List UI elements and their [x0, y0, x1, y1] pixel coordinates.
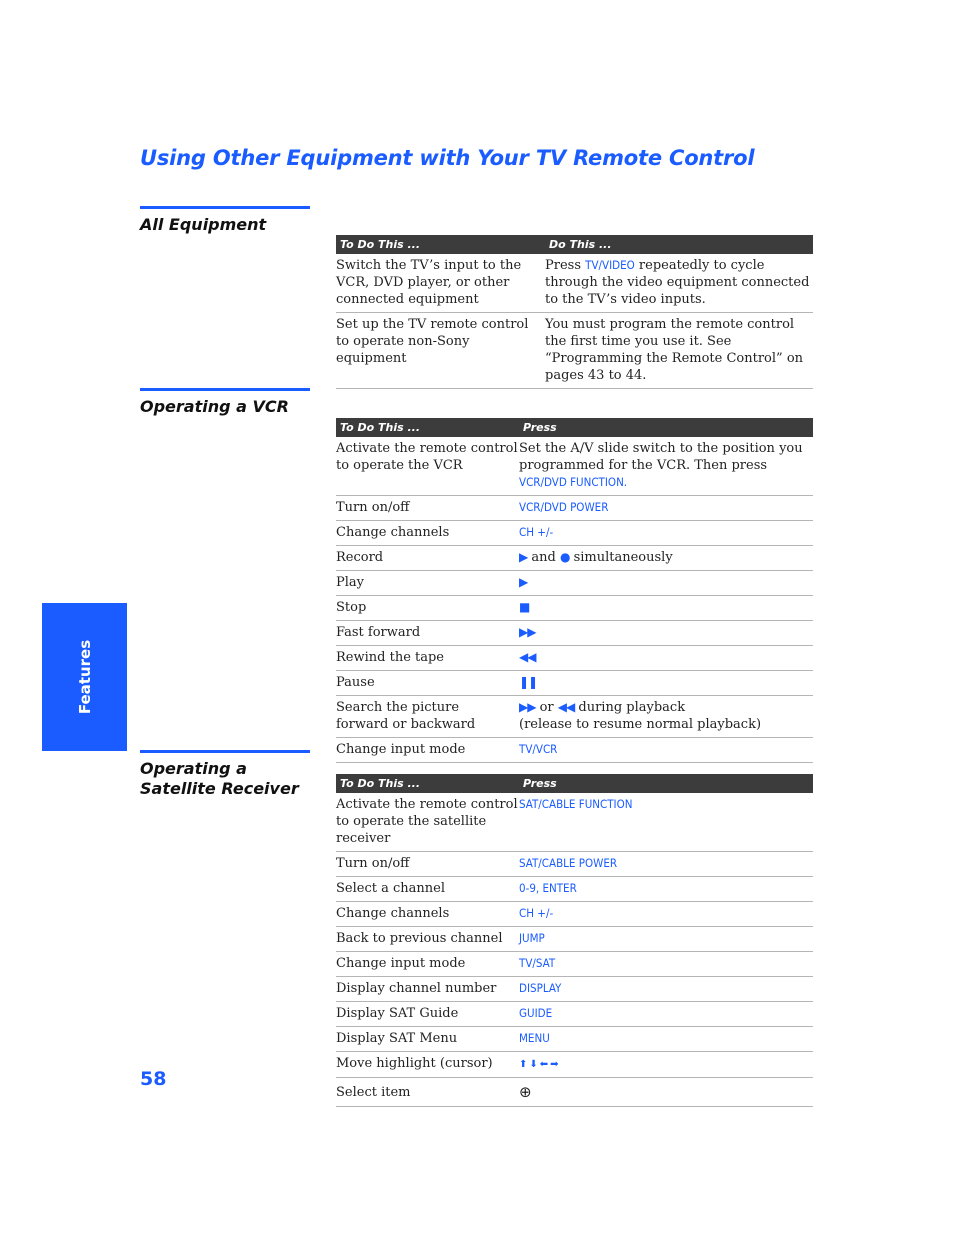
rewind-icon: ◀◀ [557, 700, 575, 714]
press-cell [519, 1078, 813, 1107]
fast-forward-icon: ▶▶ [519, 625, 536, 639]
press-cell [519, 793, 813, 852]
section-all-equipment [140, 206, 310, 235]
action-cell: Set up the TV remote control to operate non-Sony equipment [336, 313, 545, 389]
table-row [336, 521, 813, 546]
table-row [336, 671, 813, 696]
column-header: Do This ... [545, 235, 813, 254]
side-tab-features [42, 603, 127, 751]
table-row [336, 902, 813, 927]
action-cell: Display SAT Guide [336, 1002, 519, 1027]
press-cell [519, 437, 813, 496]
press-cell [519, 496, 813, 521]
table-row [336, 977, 813, 1002]
press-cell [519, 738, 813, 763]
key-label: DISPLAY [519, 981, 562, 995]
key-label: MENU [519, 1031, 550, 1045]
pause-icon: ❚❚ [519, 675, 538, 689]
key-label: 0-9, ENTER [519, 881, 577, 895]
action-cell: Activate the remote control to operate the VCR [336, 437, 519, 496]
fast-forward-icon: ▶▶ [519, 700, 536, 714]
instruction-cell: You must program the remote control the first time you use it. See “Programming the Remote Control” on pages 43 to 44. [545, 313, 813, 389]
table-row [336, 571, 813, 596]
press-cell [519, 1002, 813, 1027]
key-label: TV/VIDEO [585, 258, 635, 272]
press-cell [519, 977, 813, 1002]
key-label: TV/VCR [519, 742, 558, 756]
action-cell: Change channels [336, 521, 519, 546]
instruction-text: Press [545, 258, 586, 273]
press-cell [519, 877, 813, 902]
press-cell [519, 1027, 813, 1052]
heading-line: Satellite Receiver [140, 779, 299, 798]
action-cell: Turn on/off [336, 496, 519, 521]
action-cell: Select item [336, 1078, 519, 1107]
press-cell [519, 646, 813, 671]
table-header [336, 418, 813, 437]
instruction-text: or [535, 700, 558, 715]
table-header [336, 774, 813, 793]
play-icon: ▶ [519, 575, 528, 589]
vcr-table [336, 418, 813, 763]
table-row [336, 1002, 813, 1027]
play-icon: ▶ [519, 550, 528, 564]
joystick-select-icon: ⊕ [519, 1083, 532, 1101]
key-label: VCR/DVD POWER [519, 500, 609, 514]
column-header: Press [519, 418, 813, 437]
press-cell [519, 927, 813, 952]
instruction-text: simultaneously [569, 550, 673, 565]
table-row [336, 1027, 813, 1052]
instruction-text: repeatedly to cycle through the video equipment connected to the TV’s video inputs. [545, 258, 810, 307]
key-label: JUMP [519, 931, 545, 945]
section-heading: All Equipment [140, 215, 267, 234]
table-header [336, 235, 813, 254]
table-row [336, 852, 813, 877]
satellite-table [336, 774, 813, 1107]
column-header: Press [519, 774, 813, 793]
action-cell: Stop [336, 596, 519, 621]
press-cell [519, 521, 813, 546]
rewind-icon: ◀◀ [519, 650, 536, 664]
side-tab-label: Features [75, 639, 94, 715]
instruction-text: Set the A/V slide switch to the position you programmed for the VCR. Then press [519, 441, 803, 473]
press-cell [519, 596, 813, 621]
action-cell: Record [336, 546, 519, 571]
key-label: SAT/CABLE POWER [519, 856, 618, 870]
table-row [336, 1078, 813, 1107]
section-operating-vcr [140, 388, 310, 417]
instruction-text: during playback [574, 700, 686, 715]
all-equipment-table [336, 235, 813, 389]
heading-line: Operating a [140, 759, 247, 778]
action-cell: Display channel number [336, 977, 519, 1002]
action-cell: Play [336, 571, 519, 596]
table-row [336, 646, 813, 671]
key-label: GUIDE [519, 1006, 553, 1020]
table-row [336, 952, 813, 977]
page-title: Using Other Equipment with Your TV Remote Control [140, 146, 755, 170]
action-cell: Move highlight (cursor) [336, 1052, 519, 1078]
section-operating-satellite [140, 750, 310, 799]
stop-icon: ■ [519, 600, 530, 614]
key-label: CH +/- [519, 906, 554, 920]
action-cell: Search the picture forward or backward [336, 696, 519, 738]
table-row [336, 546, 813, 571]
press-cell [519, 902, 813, 927]
table-row [336, 696, 813, 738]
key-label: VCR/DVD FUNCTION. [519, 475, 628, 489]
table-row [336, 927, 813, 952]
action-cell: Activate the remote control to operate the satellite receiver [336, 793, 519, 852]
press-cell [519, 1052, 813, 1078]
action-cell: Back to previous channel [336, 927, 519, 952]
table-row [336, 1052, 813, 1078]
column-header: To Do This ... [336, 774, 519, 793]
arrow-keys-icon: ⬆⬇⬅➡ [519, 1059, 561, 1070]
page-number: 58 [140, 1068, 167, 1090]
table-row [336, 496, 813, 521]
action-cell: Rewind the tape [336, 646, 519, 671]
table-row [336, 313, 813, 389]
key-label: CH +/- [519, 525, 554, 539]
press-cell [519, 621, 813, 646]
section-heading [140, 759, 310, 799]
press-cell [519, 571, 813, 596]
table-row [336, 621, 813, 646]
action-cell: Pause [336, 671, 519, 696]
instruction-cell [545, 254, 813, 313]
press-cell [519, 952, 813, 977]
section-heading: Operating a VCR [140, 397, 289, 416]
table-row [336, 793, 813, 852]
press-cell [519, 696, 813, 738]
action-cell: Fast forward [336, 621, 519, 646]
key-label: TV/SAT [519, 956, 556, 970]
action-cell: Turn on/off [336, 852, 519, 877]
table-row [336, 877, 813, 902]
action-cell: Change input mode [336, 738, 519, 763]
press-cell [519, 546, 813, 571]
column-header: To Do This ... [336, 235, 545, 254]
action-cell: Change input mode [336, 952, 519, 977]
table-row [336, 596, 813, 621]
action-cell: Display SAT Menu [336, 1027, 519, 1052]
key-label: SAT/CABLE FUNCTION [519, 797, 633, 811]
press-cell [519, 671, 813, 696]
record-icon: ● [559, 550, 570, 564]
action-cell: Change channels [336, 902, 519, 927]
action-cell: Select a channel [336, 877, 519, 902]
table-row [336, 738, 813, 763]
instruction-text: and [527, 550, 560, 565]
column-header: To Do This ... [336, 418, 519, 437]
instruction-text: (release to resume normal playback) [519, 717, 762, 732]
press-cell [519, 852, 813, 877]
table-row [336, 254, 813, 313]
table-row [336, 437, 813, 496]
action-cell: Switch the TV’s input to the VCR, DVD player, or other connected equipment [336, 254, 545, 313]
